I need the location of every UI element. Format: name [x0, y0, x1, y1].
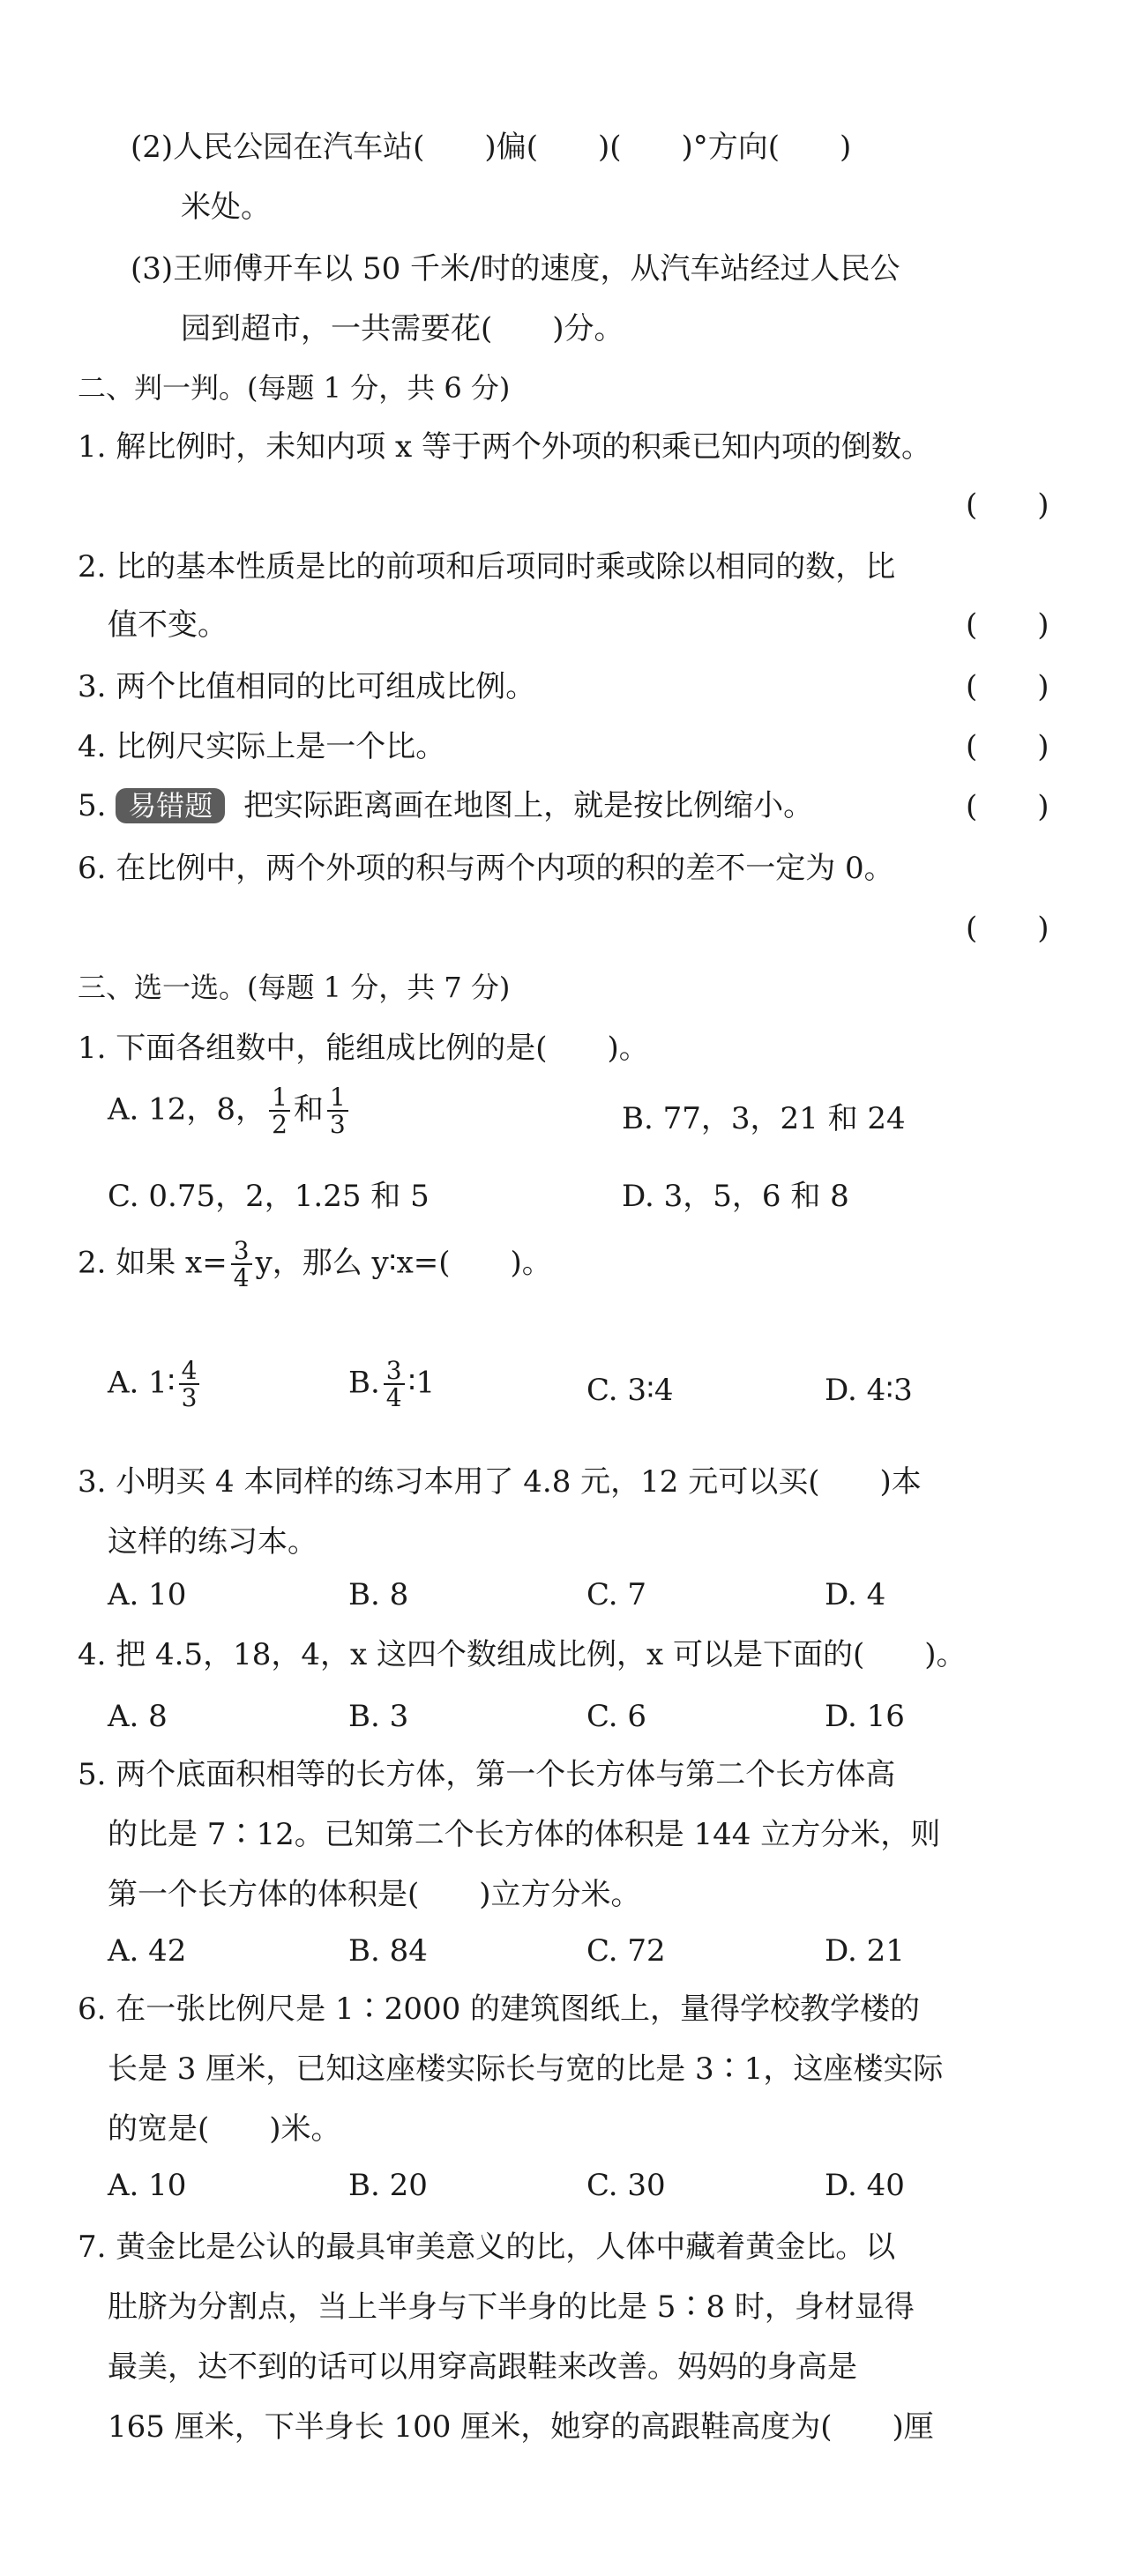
- choice-5-option-c[interactable]: C. 72: [586, 1933, 666, 1969]
- choice-4-option-b[interactable]: B. 3: [348, 1699, 409, 1734]
- choice-2-stem: [78, 1238, 552, 1292]
- question-2-line2: 米处。: [181, 190, 271, 225]
- choice-2-option-c[interactable]: C. 3∶4: [586, 1373, 674, 1408]
- choice-1-option-b[interactable]: B. 77，3，21 和 24: [622, 1101, 906, 1136]
- choice-1-option-c[interactable]: C. 0.75，2，1.25 和 5: [108, 1179, 430, 1214]
- judge-answer-4[interactable]: ( ): [966, 729, 1050, 764]
- fraction: [327, 1084, 348, 1138]
- choice-2-option-a[interactable]: [108, 1358, 203, 1411]
- choice-2-option-b[interactable]: [348, 1358, 435, 1411]
- choice-7-line4: 165 厘米，下半身长 100 厘米，她穿的高跟鞋高度为( )厘: [108, 2409, 934, 2445]
- judge-item-2-line2: 值不变。: [108, 607, 228, 643]
- choice-1-stem: 1. 下面各组数中，能组成比例的是( )。: [78, 1031, 649, 1066]
- fraction-numerator: 3: [231, 1238, 252, 1265]
- judge-item-5-text: 把实际距离画在地图上，就是按比例缩小。: [243, 788, 814, 823]
- option-a-prefix: A. 12，8，: [108, 1091, 266, 1128]
- question-3-line2: 园到超市，一共需要花( )分。: [181, 311, 624, 346]
- choice-6-option-b[interactable]: B. 20: [348, 2168, 428, 2203]
- section-2-title: 二、判一判。(每题 1 分，共 6 分): [78, 371, 511, 405]
- fraction-numerator: 3: [384, 1358, 405, 1385]
- judge-item-5-number: 5.: [78, 788, 107, 823]
- choice-3-line1: 3. 小明买 4 本同样的练习本用了 4.8 元，12 元可以买( )本: [78, 1464, 922, 1500]
- choice-6-option-c[interactable]: C. 30: [586, 2168, 666, 2203]
- fraction-denominator: 3: [181, 1383, 198, 1413]
- choice-6-line2: 长是 3 厘米，已知这座楼实际长与宽的比是 3∶1，这座楼实际: [108, 2051, 944, 2087]
- fraction-numerator: 1: [327, 1084, 348, 1112]
- error-prone-badge: 易错题: [116, 788, 225, 823]
- choice-1-option-d[interactable]: D. 3，5，6 和 8: [622, 1179, 849, 1214]
- fraction-denominator: 4: [233, 1263, 250, 1293]
- choice-6-line3: 的宽是( )米。: [108, 2111, 341, 2147]
- choice-3-line2: 这样的练习本。: [108, 1524, 317, 1560]
- option-b-suffix: ∶1: [407, 1365, 436, 1401]
- choice-3-option-b[interactable]: B. 8: [348, 1577, 409, 1612]
- choice-6-option-a[interactable]: A. 10: [108, 2168, 187, 2203]
- fraction-denominator: 2: [272, 1110, 288, 1140]
- stem-part-a: 2. 如果 x=: [78, 1245, 228, 1281]
- judge-answer-2[interactable]: ( ): [966, 607, 1050, 643]
- judge-answer-6[interactable]: ( ): [966, 911, 1050, 946]
- fraction-denominator: 3: [329, 1110, 346, 1140]
- judge-item-1: 1. 解比例时，未知内项 x 等于两个外项的积乘已知内项的倒数。: [78, 429, 932, 465]
- judge-item-3: 3. 两个比值相同的比可组成比例。: [78, 669, 536, 704]
- choice-7-line1: 7. 黄金比是公认的最具审美意义的比，人体中藏着黄金比。以: [78, 2230, 896, 2265]
- choice-5-option-b[interactable]: B. 84: [348, 1933, 428, 1969]
- fraction-numerator: 4: [179, 1358, 200, 1385]
- choice-3-option-a[interactable]: A. 10: [108, 1577, 187, 1612]
- choice-4-option-d[interactable]: D. 16: [825, 1699, 905, 1734]
- judge-item-5: [78, 788, 813, 823]
- choice-4-line1: 4. 把 4.5，18，4，x 这四个数组成比例，x 可以是下面的( )。: [78, 1637, 967, 1672]
- fraction: [384, 1358, 405, 1411]
- fraction-numerator: 1: [269, 1084, 290, 1112]
- choice-5-option-a[interactable]: A. 42: [108, 1933, 187, 1969]
- option-b-prefix: B.: [348, 1365, 380, 1401]
- choice-7-line2: 肚脐为分割点，当上半身与下半身的比是 5∶8 时，身材显得: [108, 2289, 915, 2325]
- choice-6-line1: 6. 在一张比例尺是 1∶2000 的建筑图纸上，量得学校教学楼的: [78, 1992, 921, 2027]
- fraction-denominator: 4: [385, 1383, 402, 1413]
- judge-item-2-line1: 2. 比的基本性质是比的前项和后项同时乘或除以相同的数，比: [78, 549, 896, 584]
- stem-part-b: y，那么 y∶x=( )。: [255, 1245, 552, 1281]
- choice-3-option-d[interactable]: D. 4: [825, 1577, 886, 1612]
- choice-2-option-d[interactable]: D. 4∶3: [825, 1373, 913, 1408]
- choice-4-option-a[interactable]: A. 8: [108, 1699, 168, 1734]
- choice-5-line2: 的比是 7∶12。已知第二个长方体的体积是 144 立方分米，则: [108, 1817, 941, 1852]
- fraction: [179, 1358, 200, 1411]
- section-3-title: 三、选一选。(每题 1 分，共 7 分): [78, 971, 511, 1004]
- judge-item-4: 4. 比例尺实际上是一个比。: [78, 729, 446, 764]
- choice-5-option-d[interactable]: D. 21: [825, 1933, 905, 1969]
- fraction: [269, 1084, 290, 1138]
- choice-3-option-c[interactable]: C. 7: [586, 1577, 647, 1612]
- judge-answer-1[interactable]: ( ): [966, 488, 1050, 523]
- choice-7-line3: 最美，达不到的话可以用穿高跟鞋来改善。妈妈的身高是: [108, 2349, 857, 2385]
- option-a-and: 和: [293, 1091, 324, 1128]
- choice-5-line1: 5. 两个底面积相等的长方体，第一个长方体与第二个长方体高: [78, 1757, 896, 1792]
- judge-answer-5[interactable]: ( ): [966, 789, 1050, 824]
- option-a-prefix: A. 1∶: [108, 1365, 176, 1401]
- choice-6-option-d[interactable]: D. 40: [825, 2168, 905, 2203]
- choice-1-option-a[interactable]: [108, 1084, 352, 1138]
- judge-answer-3[interactable]: ( ): [966, 669, 1050, 704]
- choice-4-option-c[interactable]: C. 6: [586, 1699, 647, 1734]
- question-3-line1: (3)王师傅开车以 50 千米/时的速度，从汽车站经过人民公: [131, 251, 900, 287]
- judge-item-6: 6. 在比例中，两个外项的积与两个内项的积的差不一定为 0。: [78, 851, 894, 886]
- fraction: [231, 1238, 252, 1292]
- question-2-line1: (2)人民公园在汽车站( )偏( )( )°方向( ): [131, 130, 852, 165]
- choice-5-line3: 第一个长方体的体积是( )立方分米。: [108, 1877, 641, 1912]
